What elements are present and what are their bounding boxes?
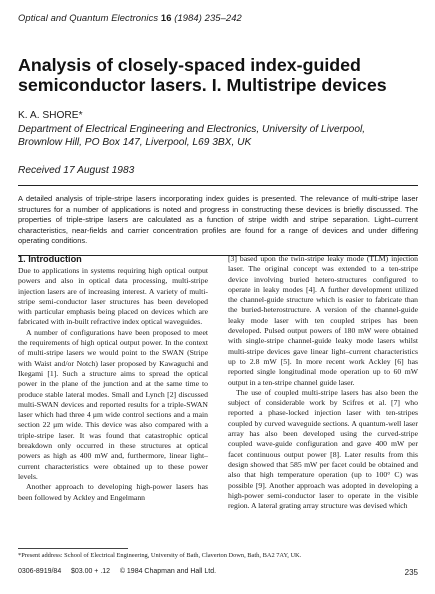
section-heading: 1. Introduction (18, 254, 82, 264)
paragraph: Another approach to developing high-power lasers has been followed by Ackley and Engelmann (18, 482, 208, 502)
paragraph: A number of configurations have been proposed to meet the requirements of high optical output power. In the context of multi-stripe lasers we would point to the SWAN (Stripe with Waist and/or Notch) laser proposed by Kawaguchi and Ikegami [1]. Such a structure aims to spread the optical power in the plane of the junction and at the same time to produce stable lateral modes. Small and Lynch [2] discussed multi-SWAN devices and reported results for a triple-SWAN laser which had three 4 μm wide control sections and a main section 22 μm wide. This device was also compared with a triple-stripe laser. It was found that catastrophic optical breakdown only occurred in these structures at optical powers as high as 400 mW and, furthermore, linear light–current characteristics were obtained up to these power levels. (18, 327, 208, 481)
footnote: *Present address: School of Electrical Engineering, University of Bath, Claverton Down, Bath, BA2 7AY, UK. (18, 552, 302, 559)
paragraph: The use of coupled multi-stripe lasers has also been the subject of considerable work by Scifres et al. [7] who reported a phase-locked injection laser with ten-stripes coupled by curved waveguide sections. A quantum-well laser array has also been developed using the curved-stripe coupled wave-guide configuration and gave 400 mW per facet continuous output power [8]. Later results from this design showed that 585 mW per facet could be obtained and also that high temperature operation (up to 100° C) was possible [9]. Another approach was adopted in developing a high-power semi-conductor laser to operate in the visible region. A lateral grating array structure was devised which (228, 387, 418, 511)
affiliation-line-2: Brownlow Hill, PO Box 147, Liverpool, L69 3BX, UK (18, 136, 252, 148)
received-date: Received 17 August 1983 (18, 165, 135, 176)
footnote-divider (18, 548, 128, 549)
journal-year-pages: (1984) 235–242 (174, 12, 242, 23)
right-column (228, 254, 418, 511)
left-column (18, 254, 208, 503)
page-footer (18, 568, 418, 575)
page-number: 235 (404, 568, 418, 577)
paragraph: Due to applications in systems requiring high optical output powers and also in optical data processing, multi-stripe injection lasers are of increasing interest. A variety of multi-stripe semi-conductor laser structures has been developed with particular emphasis being placed on devices which are fabricated with in-built refractive index optical waveguides. (18, 266, 208, 327)
affiliation-line-1: Department of Electrical Engineering and Electronics, University of Liverpool, (18, 124, 366, 135)
footer-copyright: © 1984 Chapman and Hall Ltd. (119, 568, 217, 575)
paper-title: Analysis of closely-spaced index-guided semiconductor lasers. I. Multistripe devices (18, 55, 387, 95)
paragraph: [3] based upon the twin-stripe leaky mode (TLM) injection laser. The original concept was extended to a ten-stripe device involving buried hetero-structures configured to operate in leaky modes [4]. A further development utilized the channel-guide structure which is easier to fabricate than the buried-heterostructure. A version of the channel-guide leaky mode laser with ten coupled stripes has been developed. Pulsed output powers of 180 mW were obtained with single-stripe channel-guide leaky mode lasers whilst multi-stripe devices gave linear light–current characteristics up to 2.8 mW [5]. In more recent work Ackley [6] has reported single longitudinal mode operation up to 60 mW output in a ten-stripe channel guide laser. (228, 254, 418, 387)
abstract: A detailed analysis of triple-stripe lasers incorporating index guides is presented. The relevance of multi-stripe laser structures for a number of applications is noted and progress in constructing these devices is briefly discussed. The properties of triple-stripe lasers are calculated as a function of stripe width and stripe separation. Light–current characteristics, near-fields and carrier concentration profiles are found for a range of devices and under differing operating conditions. (18, 185, 418, 256)
author-name: K. A. SHORE* (18, 110, 83, 121)
footer-price: $03.00 + .12 (70, 568, 111, 575)
journal-volume: 16 (160, 12, 172, 23)
journal-header (18, 12, 242, 23)
journal-name: Optical and Quantum Electronics (18, 12, 159, 23)
footer-code: 0306-8919/84 (18, 568, 62, 575)
affiliation (18, 124, 428, 150)
